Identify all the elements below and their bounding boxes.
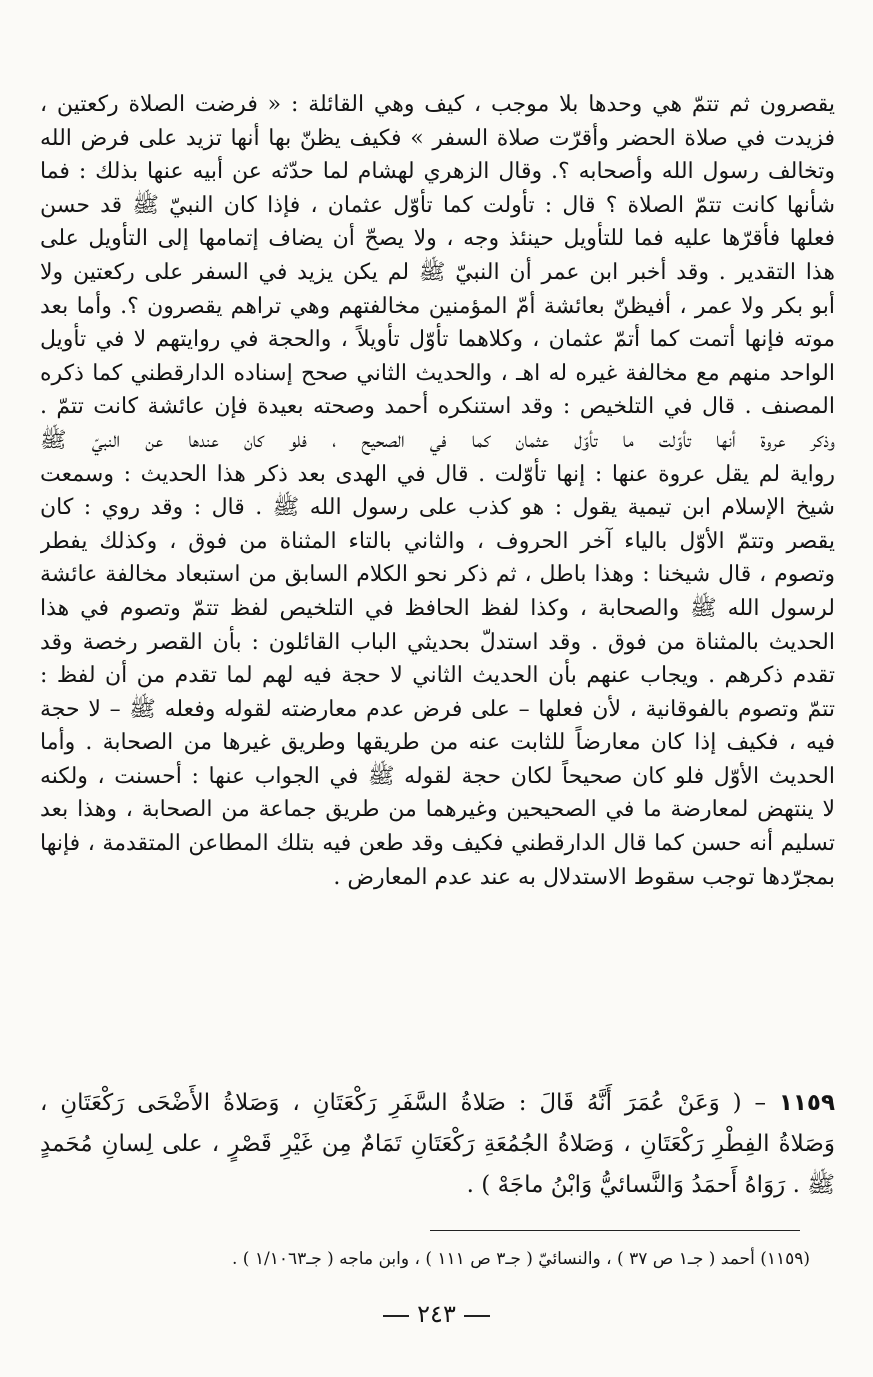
commentary-line: يقصرون ثم تتمّ هي وحدها بلا موجب ، كيف وهي القائلة : « فرضت الصلاة ركعتين ،	[40, 92, 835, 117]
commentary-line: هذا التقدير . وقد أخبر ابن عمر أن النبيّ ﷺ لم يكن يزيد في السفر على ركعتين ولا	[40, 259, 835, 285]
commentary-line: الحديث بالمثناة من فوق . وقد استدلّ بحديثي الباب القائلون : بأن القصر رخصة وقد	[40, 629, 835, 655]
page-number-dash	[383, 1315, 409, 1317]
commentary-line: وذكر عروة أنها تأوّلت ما تأوّل عثمان كما في الصحيح ، فلو كان عندها عن النبيّ ﷺ	[40, 427, 835, 453]
commentary-line: بمجرّدها توجب سقوط الاستدلال به عند عدم المعارض .	[333, 864, 835, 890]
commentary-line: تسليم أنه حسن كما قال الدارقطني فكيف وقد طعن فيه بتلك المطاعن المتقدمة ، فإنها	[40, 831, 835, 857]
commentary-line: شيخ الإسلام ابن تيمية يقول : هو كذب على رسول الله ﷺ . قال : وقد روي : كان	[40, 495, 835, 521]
commentary-line: فزيدت في صلاة الحضر وأقرّت صلاة السفر » فكيف يظنّ بها أنها تزيد على فرض الله	[40, 125, 835, 151]
page-number: ٢٤٣	[417, 1300, 456, 1328]
hadith-line	[40, 1083, 835, 1124]
commentary-line: رواية لم يقل عروة عنها : إنها تأوّلت . قال في الهدى بعد ذكر هذا الحديث : وسمعت	[40, 461, 835, 487]
page-number-dash	[464, 1315, 490, 1317]
commentary-line: موته فإنها أتمت كما أتمّ عثمان ، وكلاهما تأوّل تأويلاً ، والحجة في روايتهم لا في تأويل	[40, 327, 835, 353]
commentary-line: شأنها كانت تتمّ الصلاة ؟ قال : تأولت كما تأوّل عثمان ، فإذا كان النبيّ ﷺ قد حسن	[40, 192, 835, 218]
commentary-line: يقصر وتتمّ الأوّل بالياء آخر الحروف ، والثاني بالتاء المثناة من فوق ، وكذلك يفطر	[40, 528, 835, 554]
commentary-line: فيه ، فكيف إذا كان معارضاً للثابت عنه من طريقها وطريق غيرها من الصحابة . وأما	[40, 730, 835, 756]
commentary-line: وتصوم ، قال شيخنا : وهذا باطل ، ثم ذكر نحو الكلام السابق من استبعاد مخالفة عائشة	[40, 562, 835, 588]
commentary-line: لا ينتهض لمعارضة ما في الصحيحين وغيرهما من طريق جماعة من الصحابة ، وهذا بعد	[40, 797, 835, 823]
footnote-divider	[430, 1230, 800, 1231]
commentary-line: الواحد منهم مع مخالفة غيره له اهـ ، والحديث الثاني صحح إسناده الدارقطني كما ذكره	[40, 360, 835, 386]
footnote: (١١٥٩) أحمد ( جـ١ ص ٣٧ ) ، والنسائيّ ( جـ٣ ص ١١١ ) ، وابن ماجه ( جـ١/١٠٦٣ ) .	[232, 1249, 810, 1269]
hadith-line: ﷺ . رَوَاهُ أَحمَدُ وَالنَّسائيُّ وَابْنُ ماجَهْ ) .	[466, 1172, 835, 1198]
commentary-line: فعلها فأقرّها عليه فما للتأويل حينئذ وجه ، ولا يصحّ أن يضاف إتمامها إلى التأويل على	[40, 226, 835, 252]
commentary-line: لرسول الله ﷺ والصحابة ، وكذا لفظ الحافظ في التلخيص لفظ تتمّ وتصوم في هذا	[40, 595, 835, 621]
hadith-number: ١١٥٩	[778, 1090, 835, 1116]
commentary-line: أبو بكر ولا عمر ، أفيظنّ بعائشة أمّ المؤمنين مخالفتهم وهي تراهم يقصرون ؟. وأما بعد	[40, 293, 835, 319]
commentary-line: المصنف . قال في التلخيص : وقد استنكره أحمد وصحته بعيدة فإن عائشة كانت تتمّ .	[40, 394, 835, 420]
hadith-line: وَصَلاةُ الفِطْرِ رَكْعَتَانِ ، وَصَلاةُ الجُمُعَةِ رَكْعَتَانِ تَمَامٌ مِن غَيْرِ قَصْرٍ ، على لِسانِ مُحَمدٍ	[40, 1131, 835, 1157]
commentary-line: الحديث الأوّل فلو كان صحيحاً لكان حجة لقوله ﷺ في الجواب عنها : أحسنت ، ولكنه	[40, 763, 835, 789]
commentary-line: تتمّ وتصوم بالفوقانية ، لأن فعلها – على فرض عدم معارضته لقوله وفعله ﷺ – لا حجة	[40, 696, 835, 722]
commentary-text	[40, 88, 835, 894]
commentary-line: تقدم ذكرهم . ويجاب عنهم بأن الحديث الثاني لا حجة فيه لهم لما تقدم من أن لفظ :	[40, 663, 835, 689]
hadith-line-text: – ( وَعَنْ عُمَرَ أَنَّهُ قَالَ : صَلاةُ السَّفَرِ رَكْعَتَانِ ، وَصَلاةُ الأَضْحَى رَكْعَتَانِ ،	[40, 1090, 766, 1116]
page-number-block	[0, 1300, 873, 1328]
hadith-block	[40, 1083, 835, 1206]
commentary-line: وتخالف رسول الله وأصحابه ؟. وقال الزهري لهشام لما حدّثه عن أبيه عنها بذلك : فما	[40, 159, 835, 185]
